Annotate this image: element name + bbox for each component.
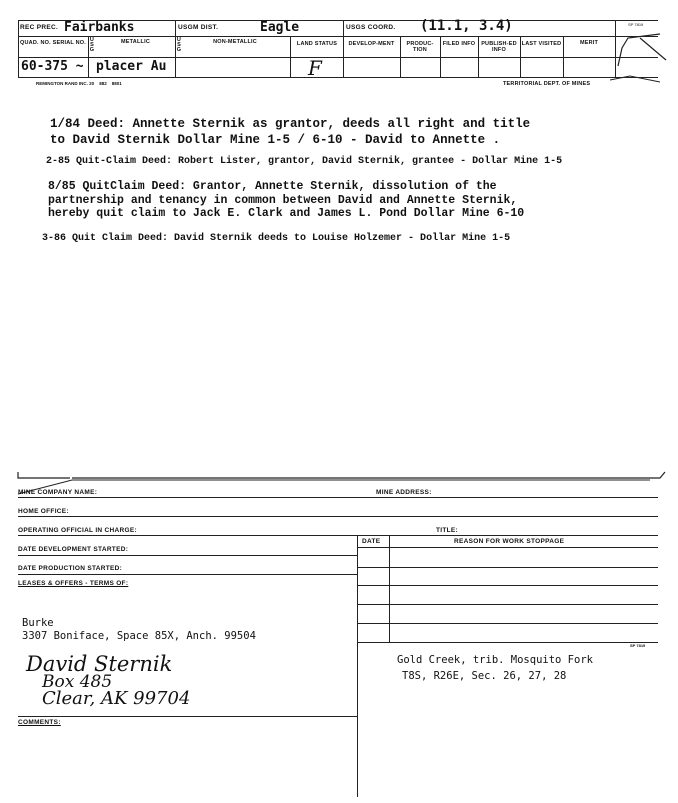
entry-line: to David Sternik Dollar Mine 1-5 / 6-10 - David to Annette . <box>50 133 501 147</box>
form-line <box>357 567 658 568</box>
corner-code: SP 7819 <box>628 22 644 27</box>
entry-line: 1/84 Deed: Annette Sternik as grantor, deeds all right and title <box>50 117 531 131</box>
form-line <box>18 574 357 575</box>
comments-label: COMMENTS: <box>18 719 61 726</box>
usgm-dist-value: Eagle <box>260 20 300 35</box>
header-vline <box>343 20 344 77</box>
form-line <box>18 516 658 517</box>
usgs-coord-value: (11.1, 3.4) <box>420 18 513 34</box>
metallic-label: METALLIC <box>121 39 150 45</box>
date-column-label: DATE <box>362 538 381 545</box>
location-line-1: Gold Creek, trib. Mosquito Fork <box>397 654 593 666</box>
header-vline <box>290 36 291 77</box>
form-line <box>357 604 658 605</box>
date-development-label: DATE DEVELOPMENT STARTED: <box>18 546 129 553</box>
dept-note: TERRITORIAL DEPT. OF MINES <box>503 81 591 87</box>
form-line <box>18 555 357 556</box>
handwritten-name: David Sternik <box>26 652 173 676</box>
entry-line: hereby quit claim to Jack E. Clark and James L. Pond Dollar Mine 6-10 <box>48 207 525 220</box>
leases-label: LEASES & OFFERS - TERMS OF: <box>18 580 129 587</box>
header-row2-line <box>18 57 658 58</box>
burke-address: 3307 Boniface, Space 85X, Anch. 99504 <box>22 630 256 642</box>
form-line <box>357 547 658 548</box>
entry-line: partnership and tenancy in common between David and Annette Sternik, <box>48 194 518 207</box>
usg-letters-2: U S G <box>176 37 182 53</box>
land-status-value: F <box>308 56 322 80</box>
filed-info-label: FILED INFO <box>442 41 476 47</box>
development-label: DEVELOP-MENT <box>348 41 395 47</box>
handwritten-box: Box 485 <box>42 672 113 692</box>
form-line <box>18 716 357 717</box>
date-production-label: DATE PRODUCTION STARTED: <box>18 565 123 572</box>
quad-serial-label: QUAD. NO. SERIAL NO. <box>20 40 86 46</box>
operating-official-label: OPERATING OFFICIAL IN CHARGE: <box>18 527 137 534</box>
title-label: TITLE: <box>436 527 459 534</box>
printer-note: REMINGTON RAND INC. 20 882 8801 <box>36 81 122 86</box>
merit-label: MERIT <box>579 40 599 46</box>
form-line <box>357 642 658 643</box>
non-metallic-label: NON-METALLIC <box>213 39 257 45</box>
usgm-dist-label: USGM DIST. <box>178 24 219 31</box>
form-line <box>357 585 658 586</box>
published-info-label: PUBLISH-ED INFO <box>481 41 517 53</box>
production-label: PRODUC-TION <box>406 41 434 53</box>
burke-name: Burke <box>22 617 54 629</box>
bottom-border-curve <box>10 468 670 498</box>
header-row1-line <box>18 36 658 37</box>
form-vline <box>389 535 390 643</box>
entry-line: 8/85 QuitClaim Deed: Grantor, Annette Sternik, dissolution of the <box>48 180 497 193</box>
rec-prec-value: Fairbanks <box>64 20 135 35</box>
form-line <box>357 623 658 624</box>
mine-company-label: MINE COMPANY NAME: <box>18 489 98 496</box>
entry-line: 2-85 Quit-Claim Deed: Robert Lister, grantor, David Sternik, grantee - Dollar Mine 1-5 <box>46 156 563 167</box>
margin-scribble <box>600 18 670 88</box>
header-vline <box>18 20 19 77</box>
rec-prec-label: REC PREC. <box>20 24 59 31</box>
mine-address-label: MINE ADDRESS: <box>376 489 432 496</box>
handwritten-city: Clear, AK 99704 <box>42 688 191 709</box>
metallic-value: placer Au <box>96 59 167 74</box>
land-status-label: LAND STATUS <box>296 41 338 47</box>
form-vline <box>357 535 358 797</box>
location-line-2: T8S, R26E, Sec. 26, 27, 28 <box>402 670 567 682</box>
entry-line: 3-86 Quit Claim Deed: David Sternik deeds to Louise Holzemer - Dollar Mine 1-5 <box>42 233 511 244</box>
header-bottom-line <box>18 77 658 78</box>
quad-value: 60-375 ~ <box>21 59 84 74</box>
home-office-label: HOME OFFICE: <box>18 508 69 515</box>
form-line <box>18 497 658 498</box>
last-visited-label: LAST VISITED <box>521 41 562 47</box>
usg-letters: U S G <box>89 37 95 53</box>
reason-column-label: REASON FOR WORK STOPPAGE <box>454 538 565 545</box>
form-line <box>18 535 658 536</box>
corner-code-2: SP 7819 <box>630 643 646 648</box>
usgs-coord-label: USGS COORD. <box>346 24 396 31</box>
